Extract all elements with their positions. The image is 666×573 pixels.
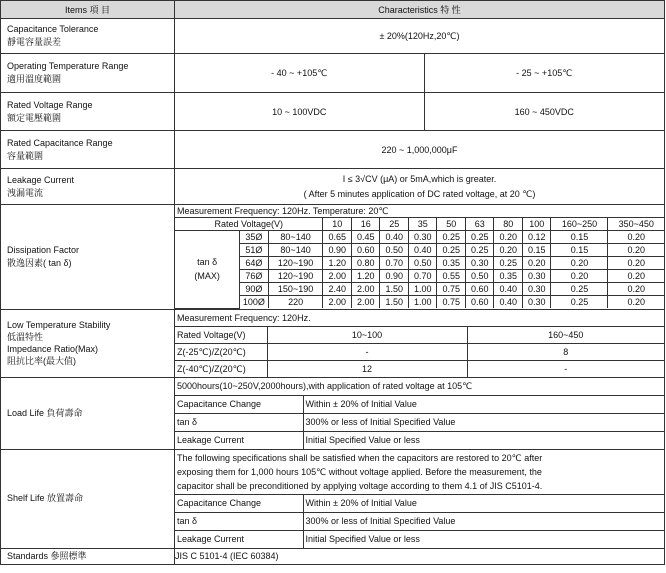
- label-zh: 低溫特性: [7, 332, 44, 342]
- label-cell: [1, 54, 175, 93]
- df-value: 2.00: [351, 283, 380, 296]
- df-measurement: Measurement Frequency: 120Hz. Temperature: 20℃: [175, 205, 664, 218]
- load-intro: 5000hours(10~250V,2000hours),with application of rated voltage at 105℃: [175, 378, 664, 396]
- row-rated-capacitance: [1, 131, 665, 169]
- lowtemp-rv-label: Rated Voltage(V): [175, 326, 267, 343]
- shelf-intro-line: exposing them for 1,000 hours 105℃ without voltage applied. Before the measurement, the: [177, 466, 542, 477]
- label-cell: [1, 93, 175, 131]
- row-low-temperature: [1, 309, 665, 377]
- lowtemp-rv-high: 160~450: [467, 326, 664, 343]
- row-operating-temperature: [1, 54, 665, 93]
- label-cell: [1, 309, 175, 377]
- df-value: 2.40: [323, 283, 352, 296]
- df-value: 0.30: [408, 231, 437, 244]
- df-row: [175, 283, 664, 296]
- z25-low: -: [267, 343, 467, 360]
- shelf-value: Within ± 20% of Initial Value: [303, 494, 664, 512]
- df-value: 0.20: [551, 270, 608, 283]
- label-en: Operating Temperature Range: [7, 61, 129, 71]
- characteristics-header: Characteristics 特 性: [175, 1, 665, 19]
- df-value: 0.60: [465, 296, 494, 309]
- label-zh-2: 阻抗比率(最大值): [7, 356, 76, 366]
- df-value: 0.40: [408, 244, 437, 257]
- label-cell: [1, 19, 175, 54]
- label-zh: 靜電容量誤差: [7, 37, 62, 47]
- df-value: 0.20: [608, 244, 664, 257]
- shelf-intro: [175, 450, 664, 495]
- df-value: 0.30: [522, 296, 551, 309]
- load-key: tan δ: [175, 413, 303, 431]
- load-value: Within ± 20% of Initial Value: [303, 395, 664, 413]
- header-row: [1, 1, 665, 19]
- label-zh: 洩漏電流: [7, 187, 44, 198]
- df-value: 0.75: [437, 283, 466, 296]
- df-value: 2.00: [323, 270, 352, 283]
- df-value: 0.25: [465, 244, 494, 257]
- label-zh: 額定電壓範圍: [7, 112, 62, 123]
- row-capacitance-tolerance: [1, 19, 665, 54]
- df-value: 0.50: [465, 270, 494, 283]
- df-value: 1.50: [380, 296, 409, 309]
- df-length-range: 150~190: [268, 283, 323, 296]
- shelf-key: Capacitance Change: [175, 494, 303, 512]
- df-value: 0.65: [323, 231, 352, 244]
- value-cell: [175, 205, 665, 310]
- df-value: 0.55: [437, 270, 466, 283]
- row-rated-voltage: [1, 93, 665, 131]
- temp-high-range: - 25 ~ +105℃: [424, 54, 664, 92]
- label-cell: Shelf Life 放置壽命: [1, 449, 175, 548]
- label-zh: 散逸因素( tan δ): [7, 257, 72, 268]
- load-value: Initial Specified Value or less: [303, 431, 664, 449]
- label-en: Leakage Current: [7, 174, 75, 185]
- row-load-life: [1, 377, 665, 449]
- df-value: 0.75: [437, 296, 466, 309]
- shelf-life-table: [175, 450, 664, 548]
- df-value: 0.25: [437, 231, 466, 244]
- df-voltage-header: 80: [494, 218, 523, 231]
- df-voltage-header: 16: [351, 218, 380, 231]
- items-header: Items 項 目: [1, 1, 175, 19]
- df-diameter: 76Ø: [240, 270, 269, 283]
- value-cell: [175, 93, 665, 131]
- df-value: 0.35: [437, 257, 466, 270]
- label-en-2: Impedance Ratio(Max): [7, 344, 99, 354]
- df-value: 0.20: [608, 296, 664, 309]
- label-en: Capacitance Tolerance: [7, 24, 99, 34]
- label-en: Dissipation Factor: [7, 244, 80, 255]
- df-voltage-header: 100: [522, 218, 551, 231]
- value-cell: [175, 449, 665, 548]
- load-value: 300% or less of Initial Specified Value: [303, 413, 664, 431]
- df-voltage-header: 63: [465, 218, 494, 231]
- z40-low: 12: [267, 360, 467, 377]
- df-value: 0.25: [437, 244, 466, 257]
- tan-delta-max-label: [175, 231, 240, 309]
- shelf-key: tan δ: [175, 512, 303, 530]
- df-value: 0.20: [608, 257, 664, 270]
- df-voltage-header: 50: [437, 218, 466, 231]
- voltage-high-range: 160 ~ 450VDC: [424, 93, 664, 130]
- row-shelf-life: [1, 449, 665, 548]
- df-value: 0.90: [380, 270, 409, 283]
- tan-delta-label: tan δ: [197, 257, 218, 268]
- df-value: 0.40: [380, 231, 409, 244]
- label-en: Low Temperature Stability: [7, 320, 111, 330]
- df-voltage-header: 10: [323, 218, 352, 231]
- label-cell: [1, 131, 175, 169]
- df-value: 0.60: [351, 244, 380, 257]
- df-voltage-header: 160~250: [551, 218, 608, 231]
- lowtemp-measurement: Measurement Frequency: 120Hz.: [175, 310, 664, 327]
- label-cell: [1, 205, 175, 310]
- label-en: Rated Capacitance Range: [7, 137, 113, 148]
- df-voltage-header: 35: [408, 218, 437, 231]
- df-value: 0.25: [551, 283, 608, 296]
- df-value: 1.20: [323, 257, 352, 270]
- label-zh: 適用溫度範圍: [7, 74, 62, 84]
- voltage-low-range: 10 ~ 100VDC: [175, 93, 424, 130]
- df-value: 1.00: [408, 296, 437, 309]
- df-value: 0.20: [608, 231, 664, 244]
- load-key: Leakage Current: [175, 431, 303, 449]
- value-cell: ± 20%(120Hz,20℃): [175, 19, 665, 54]
- df-value: 0.90: [323, 244, 352, 257]
- df-value: 0.12: [522, 231, 551, 244]
- df-value: 1.00: [408, 283, 437, 296]
- df-value: 0.70: [408, 270, 437, 283]
- leakage-formula: I ≤ 3√CV (μA) or 5mA,which is greater.: [342, 173, 497, 184]
- df-row: [175, 231, 664, 244]
- df-value: 0.20: [494, 231, 523, 244]
- df-row: [175, 244, 664, 257]
- value-cell: [175, 54, 665, 93]
- label-en: Rated Voltage Range: [7, 99, 93, 110]
- df-value: 0.15: [551, 244, 608, 257]
- df-voltage-header: 350~450: [608, 218, 664, 231]
- df-length-range: 80~140: [268, 231, 323, 244]
- df-length-range: 220: [268, 296, 323, 309]
- df-row: [175, 270, 664, 283]
- load-life-table: [175, 378, 664, 449]
- value-cell: [175, 309, 665, 377]
- df-length-range: 120~190: [268, 270, 323, 283]
- leakage-condition: ( After 5 minutes application of DC rated voltage, at 20 ℃): [303, 188, 536, 199]
- label-cell: [1, 169, 175, 205]
- value-cell: JIS C 5101-4 (IEC 60384): [175, 548, 665, 564]
- max-label: (MAX): [194, 271, 220, 282]
- df-diameter: 35Ø: [240, 231, 269, 244]
- df-value: 0.70: [380, 257, 409, 270]
- df-value: 0.50: [380, 244, 409, 257]
- row-dissipation-factor: [1, 205, 665, 310]
- shelf-intro-line: The following specifications shall be satisfied when the capacitors are restored to 20℃ after: [177, 452, 543, 463]
- shelf-value: Initial Specified Value or less: [303, 530, 664, 548]
- df-voltage-header: 25: [380, 218, 409, 231]
- df-value: 0.15: [522, 244, 551, 257]
- load-key: Capacitance Change: [175, 395, 303, 413]
- df-value: 0.50: [408, 257, 437, 270]
- df-diameter: 100Ø: [240, 296, 269, 309]
- df-length-range: 80~140: [268, 244, 323, 257]
- df-value: 0.45: [351, 231, 380, 244]
- df-value: 0.35: [494, 270, 523, 283]
- df-value: 0.25: [465, 231, 494, 244]
- df-value: 2.00: [351, 296, 380, 309]
- label-zh: 容量範圍: [7, 150, 44, 161]
- lowtemp-rv-low: 10~100: [267, 326, 467, 343]
- value-cell: 220 ~ 1,000,000μF: [175, 131, 665, 169]
- df-value: 0.20: [522, 257, 551, 270]
- df-value: 1.20: [351, 270, 380, 283]
- value-cell: [175, 169, 665, 205]
- df-row: [175, 296, 664, 309]
- df-value: 0.15: [551, 231, 608, 244]
- df-value: 0.30: [522, 283, 551, 296]
- df-diameter: 64Ø: [240, 257, 269, 270]
- df-rated-voltage-label: Rated Voltage(V): [175, 218, 323, 231]
- df-value: 0.20: [608, 270, 664, 283]
- label-cell: Load Life 負荷壽命: [1, 377, 175, 449]
- shelf-value: 300% or less of Initial Specified Value: [303, 512, 664, 530]
- row-standards: [1, 548, 665, 564]
- df-value: 0.40: [494, 296, 523, 309]
- df-value: 0.20: [608, 283, 664, 296]
- df-length-range: 120~190: [268, 257, 323, 270]
- df-value: 0.30: [522, 270, 551, 283]
- z25-label: Z(-25℃)/Z(20℃): [175, 343, 267, 360]
- temp-low-range: - 40 ~ +105℃: [175, 54, 424, 92]
- df-value: 1.50: [380, 283, 409, 296]
- df-value: 0.25: [494, 257, 523, 270]
- row-leakage-current: [1, 169, 665, 205]
- df-value: 0.20: [494, 244, 523, 257]
- df-value: 0.80: [351, 257, 380, 270]
- df-value: 0.25: [551, 296, 608, 309]
- df-diameter: 90Ø: [240, 283, 269, 296]
- df-diameter: 51Ø: [240, 244, 269, 257]
- shelf-intro-line: capacitor shall be preconditioned by applying voltage according to them 4.1 of JIS C5101-4.: [177, 480, 543, 491]
- z40-label: Z(-40℃)/Z(20℃): [175, 360, 267, 377]
- dissipation-factor-table: [175, 205, 664, 309]
- df-value: 0.20: [551, 257, 608, 270]
- value-cell: [175, 377, 665, 449]
- impedance-ratio-table: [175, 310, 664, 377]
- z40-high: -: [467, 360, 664, 377]
- df-value: 2.00: [323, 296, 352, 309]
- df-row: [175, 257, 664, 270]
- df-value: 0.40: [494, 283, 523, 296]
- df-value: 0.60: [465, 283, 494, 296]
- label-cell: Standards 參照標準: [1, 548, 175, 564]
- z25-high: 8: [467, 343, 664, 360]
- shelf-key: Leakage Current: [175, 530, 303, 548]
- df-value: 0.30: [465, 257, 494, 270]
